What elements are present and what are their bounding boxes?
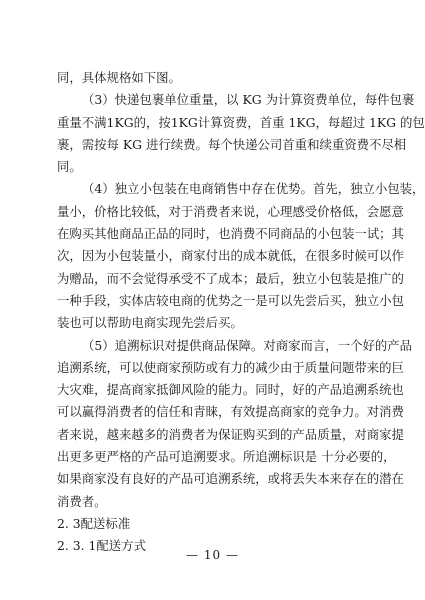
page-number: — 10 — [186, 548, 239, 562]
text-line: 大灾难，提高商家抵御风险的能力。同时，好的产品追溯系统也 [57, 382, 404, 398]
text-line: 同。 [57, 159, 82, 175]
text-line: 出更多更严格的产品可追溯要求。所追溯标识是 十分必要的， [57, 449, 396, 465]
text-line: 一种手段，实体店较电商的优势之一是可以先尝后买，独立小包 [57, 292, 404, 308]
text-line: 量小，价格比较低，对于消费者来说，心理感受价格低，会愿意 [57, 203, 404, 219]
text-line: 追溯系统，可以使商家预防或有力的减少由于质量问题带来的巨 [57, 359, 404, 375]
text-line: 消费者。 [57, 493, 107, 509]
text-line: 可以赢得消费者的信任和青睐，有效提高商家的竞争力。对消费 [57, 404, 404, 420]
text-line: 为赠品，而不会觉得承受不了成本；最后，独立小包装是推广的 [57, 270, 404, 286]
text-line: （5）追溯标识对提供商品保障。对商家而言，一个好的产品 [82, 337, 413, 353]
text-line: （3）快递包裹单位重量，以 KG 为计算资费单位，每件包裹 [82, 92, 415, 108]
text-line: 裹，需按每 KG 进行续费。每个快递公司首重和续重资费不尽相 [57, 136, 407, 152]
subsection-heading: 2. 3. 1配送方式 [57, 538, 146, 554]
text-line: 同，具体规格如下图。 [57, 70, 181, 85]
text-line: 者来说，越来越多的消费者为保证购买到的产品质量，对商家提 [57, 426, 404, 442]
section-heading: 2. 3配送标准 [57, 515, 131, 531]
text-line: 装也可以帮助电商实现先尝后买。 [57, 315, 243, 331]
text-line: （4）独立小包装在电商销售中存在优势。首先，独立小包装， [82, 181, 425, 197]
text-line: 重量不满1KG的，按1KG计算资费，首重 1KG，每超过 1KG 的包 [57, 114, 425, 130]
text-line: 如果商家没有良好的产品可追溯系统，或将丢失本来存在的潜在 [57, 471, 404, 487]
body-text [57, 67, 425, 558]
text-line: 在购买其他商品正品的同时，也消费不同商品的小包装一试；其 [57, 226, 404, 242]
text-line: 次，因为小包装量小，商家付出的成本就低，在很多时候可以作 [57, 248, 404, 264]
